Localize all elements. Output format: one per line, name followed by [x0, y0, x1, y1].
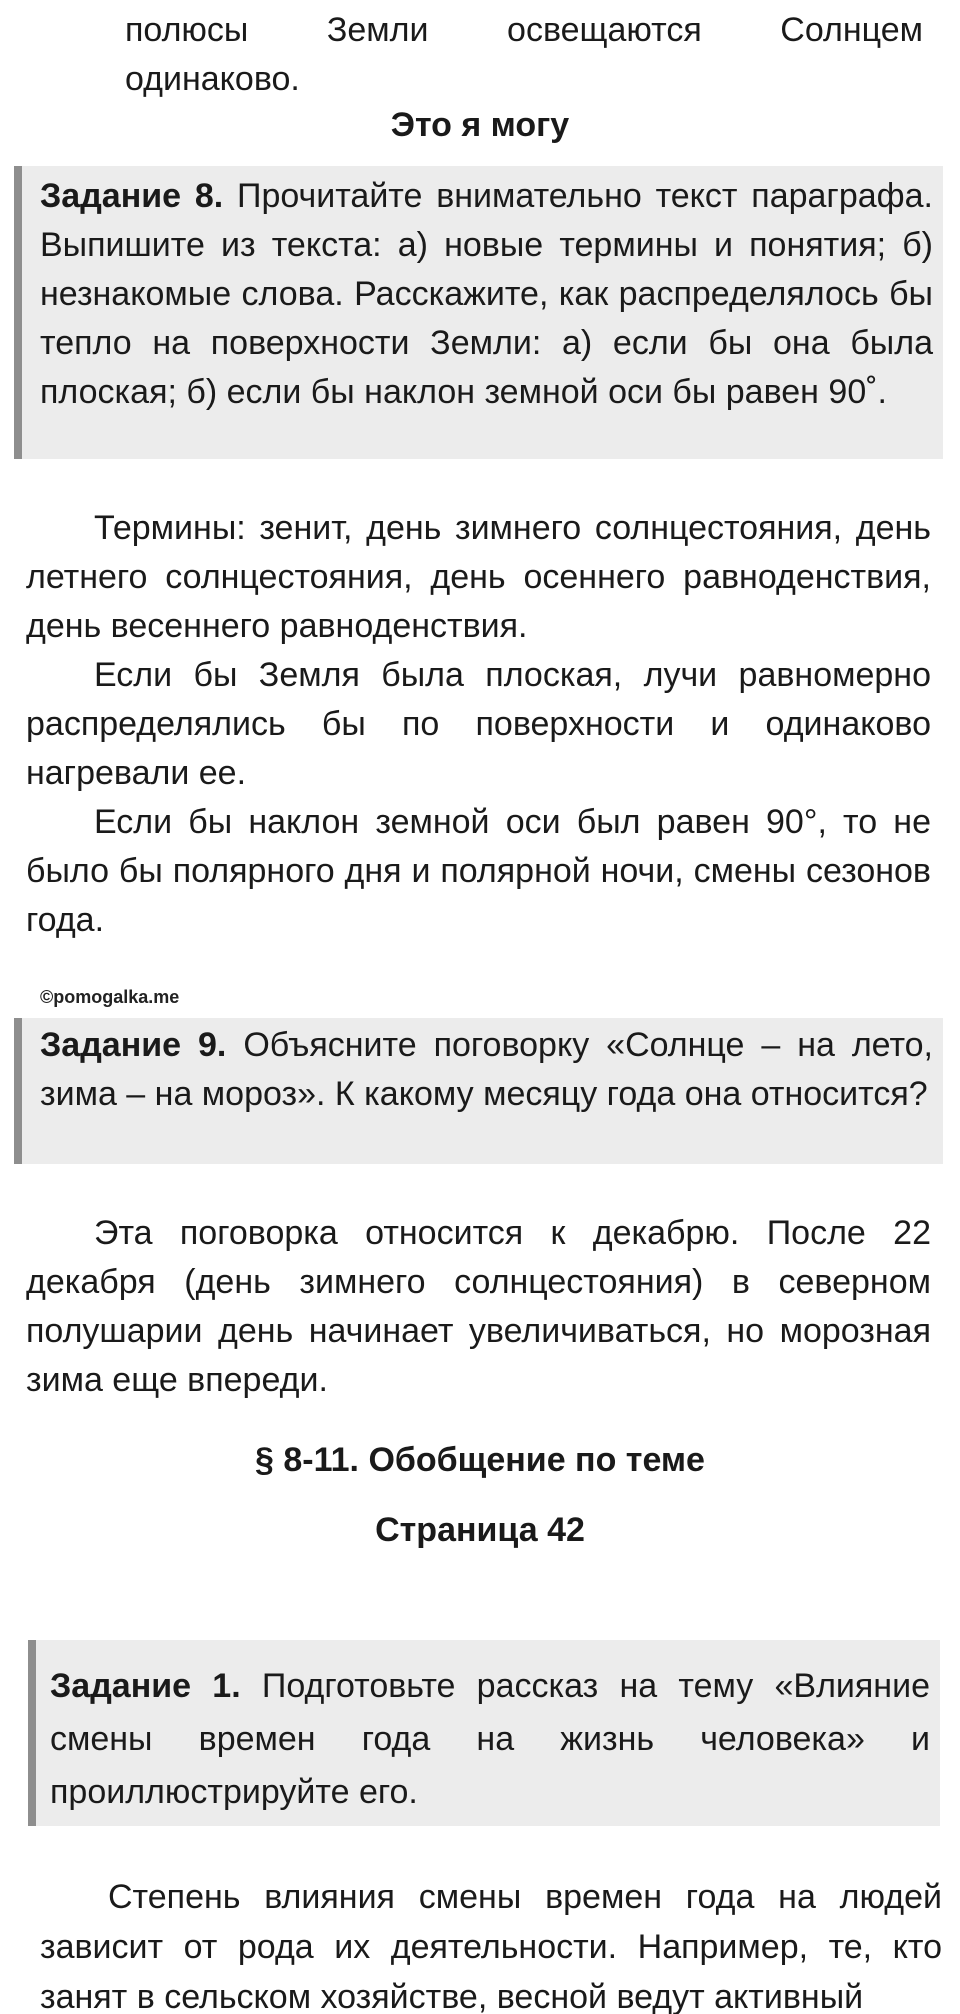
answer-8-paragraph-2: Если бы Земля была плоская, лучи равномерно распределялись бы по поверхности и одинаково нагревали ее. — [26, 656, 931, 792]
answer-8 — [26, 504, 931, 945]
page-heading: Страница 42 — [375, 1511, 585, 1549]
answer-1-paragraph-1: Степень влияния смены времен года на людей зависит от рода их деятельности. Например, те, кто занят в сельском хозяйстве, весной ведут активный — [40, 1878, 942, 2014]
answer-9-paragraph-1: Эта поговорка относится к декабрю. После 22 декабря (день зимнего солнцестояния) в северном полушарии день начинает увеличиваться, но морозная зима еще впереди. — [26, 1214, 931, 1399]
answer-9 — [26, 1209, 931, 1405]
task-1-box — [28, 1640, 940, 1826]
task-8-text — [40, 172, 933, 417]
task-9-box — [14, 1018, 943, 1164]
answer-8-paragraph-3: Если бы наклон земной оси был равен 90°, то не было бы полярного дня и полярной ночи, смены сезонов года. — [26, 803, 931, 939]
section-heading: Это я могу — [390, 106, 570, 144]
answer-1 — [40, 1872, 942, 2014]
intro-paragraph — [125, 6, 923, 104]
intro-line-2: одинаково. — [125, 60, 300, 98]
summary-heading: § 8-11. Обобщение по теме — [255, 1441, 705, 1479]
task-1-label: Задание 1. — [50, 1667, 241, 1705]
task-8-box — [14, 166, 943, 459]
task-8-label: Задание 8. — [40, 177, 224, 215]
watermark: ©pomogalka.me — [40, 987, 180, 1007]
intro-line-1: полюсы Земли освещаются Солнцем — [125, 11, 923, 49]
task-9-body: Объясните поговорку «Солнце – на лето, зима – на мороз». К какому месяцу года она относится? — [40, 1026, 933, 1113]
answer-8-paragraph-1: Термины: зенит, день зимнего солнцестояния, день летнего солнцестояния, день осеннего равноденствия, день весеннего равноденствия. — [26, 509, 931, 645]
task-1-text — [50, 1660, 930, 1819]
task-9-label: Задание 9. — [40, 1026, 227, 1064]
task-9-text — [40, 1021, 933, 1119]
task-1-body: Подготовьте рассказ на тему «Влияние смены времен года на жизнь человека» и проиллюстрируйте его. — [50, 1667, 930, 1811]
task-8-body: Прочитайте внимательно текст параграфа. Выпишите из текста: а) новые термины и понятия; б) незнакомые слова. Расскажите, как распределялось бы тепло на поверхности Земли: а) если бы она была плоская; б) если бы наклон земной оси бы равен 90˚. — [40, 177, 933, 411]
